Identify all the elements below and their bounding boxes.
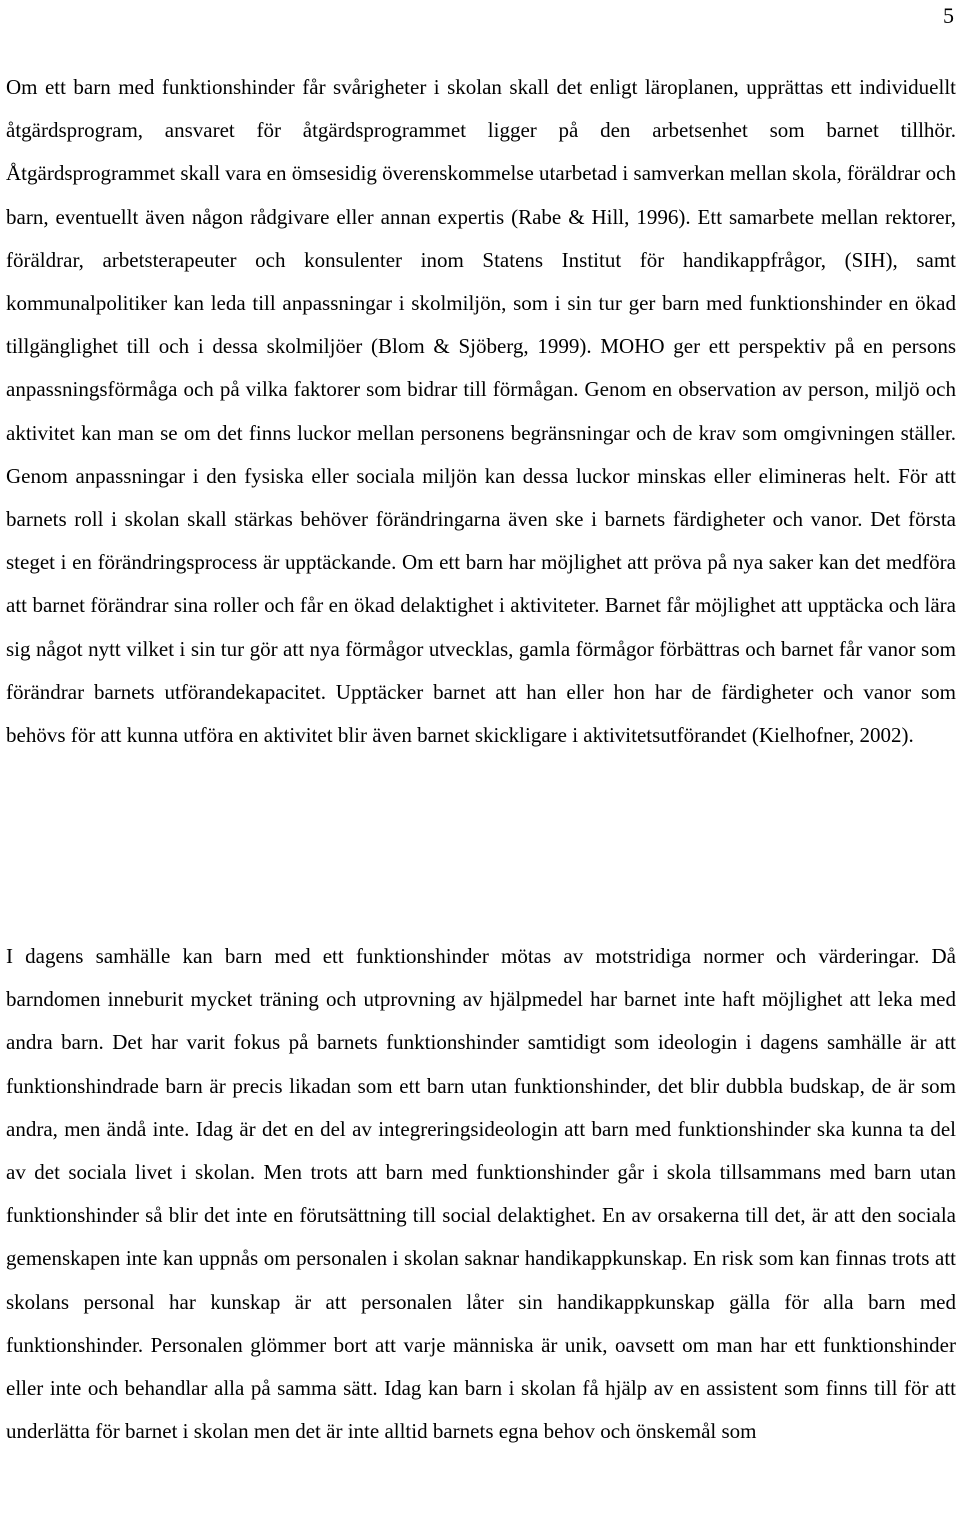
- page-number: 5: [943, 3, 954, 28]
- body-paragraph-2: I dagens samhälle kan barn med ett funktionshinder mötas av motstridiga normer och värderingar. Då barndomen inneburit mycket träning och utprovning av hjälpmedel har barnet inte haft möjlighet att leka med andra barn. Det har varit fokus på barnets funktionshinder samtidigt som ideologin i dagens samhälle är att funktionshindrade barn är precis likadan som ett barn utan funktionshinder, det blir dubbla budskap, de är som andra, men ändå inte. Idag är det en del av integreringsideologin att barn med funktionshinder ska kunna ta del av det sociala livet i skolan. Men trots att barn med funktionshinder går i skola tillsammans med barn utan funktionshinder så blir det inte en förutsättning till social delaktighet. En av orsakerna till det, är att den sociala gemenskapen inte kan uppnås om personalen i skolan saknar handikappkunskap. En risk som kan finnas trots att skolans personal har kunskap är att personalen låter sin handikappkunskap gälla för alla barn med funktionshinder. Personalen glömmer bort att varje människa är unik, oavsett om man har ett funktionshinder eller inte och behandlar alla på samma sätt. Idag kan barn i skolan få hjälp av en assistent som finns till för att underlätta för barnet i skolan men det är inte alltid barnets egna behov och önskemål som: [6, 944, 956, 1444]
- body-paragraph-1: Om ett barn med funktionshinder får svårigheter i skolan skall det enligt läroplanen, upprättas ett individuellt åtgärdsprogram, ansvaret för åtgärdsprogrammet ligger på den arbetsenhet som barnet tillhör. Åtgärdsprogrammet skall vara en ömsesidig överenskommelse utarbetad i samverkan mellan skola, föräldrar och barn, eventuellt även någon rådgivare eller annan expertis (Rabe & Hill, 1996). Ett samarbete mellan rektorer, föräldrar, arbetsterapeuter och konsulenter inom Statens Institut för handikappfrågor, (SIH), samt kommunalpolitiker kan leda till anpassningar i skolmiljön, som i sin tur ger barn med funktionshinder en ökad tillgänglighet till och i dessa skolmiljöer (Blom & Sjöberg, 1999). MOHO ger ett perspektiv på en persons anpassningsförmåga och på vilka faktorer som bidrar till förmågan. Genom en observation av person, miljö och aktivitet kan man se om det finns luckor mellan personens begränsningar och de krav som omgivningen ställer. Genom anpassningar i den fysiska eller sociala miljön kan dessa luckor minskas eller elimineras helt. För att barnets roll i skolan skall stärkas behöver förändringarna även ske i barnets färdigheter och vanor. Det första steget i en förändringsprocess är upptäckande. Om ett barn har möjlighet att pröva på nya saker kan det medföra att barnet förändrar sina roller och får en ökad delaktighet i aktiviteter. Barnet får möjlighet att upptäcka och lära sig något nytt vilket i sin tur gör att nya förmågor utvecklas, gamla förmågor förbättras och barnet får vanor som förändrar barnets utförandekapacitet. Upptäcker barnet att han eller hon har de färdigheter och vanor som behövs för att kunna utföra en aktivitet blir även barnet skickligare i aktivitetsutförandet (Kielhofner, 2002).: [6, 75, 956, 748]
